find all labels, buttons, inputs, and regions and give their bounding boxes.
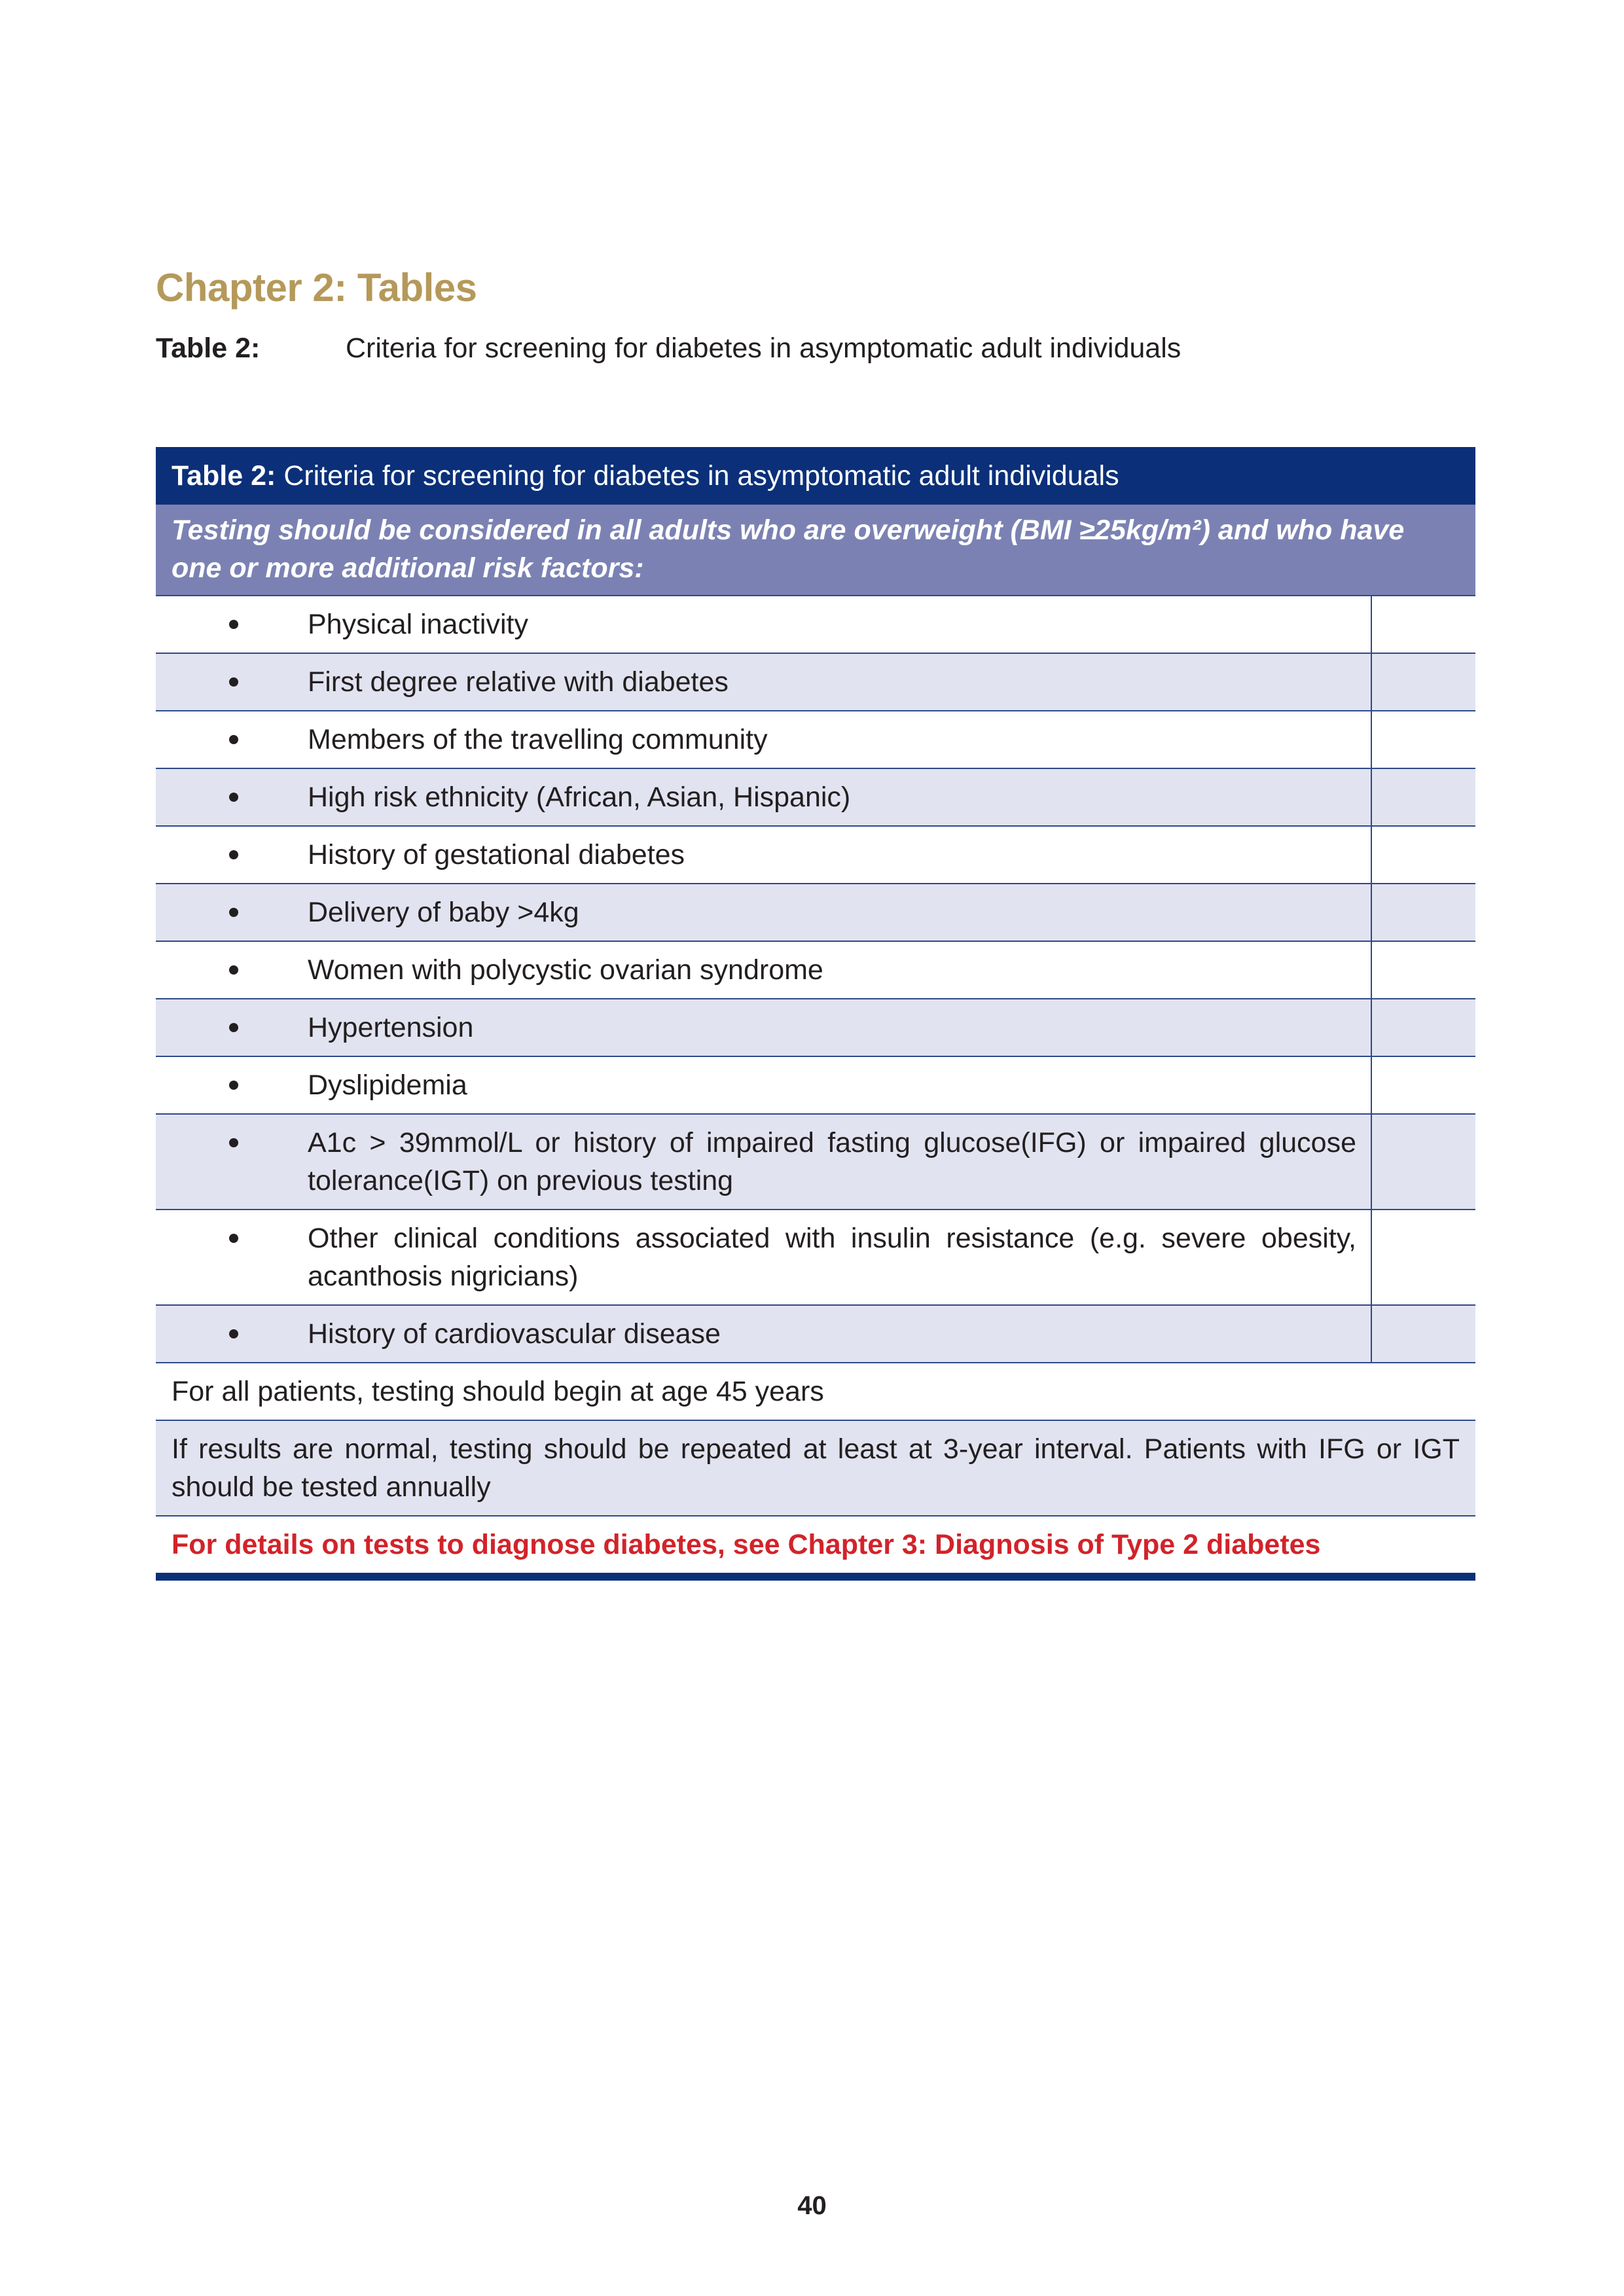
risk-factor-text: Members of the travelling community — [308, 724, 768, 755]
bullet-icon — [171, 1219, 281, 1295]
empty-cell — [1371, 1210, 1475, 1304]
risk-factor-row — [156, 710, 1475, 768]
empty-cell — [1371, 1306, 1475, 1362]
table-header-label: Table 2: — [171, 459, 276, 492]
table-subheader: Testing should be considered in all adults who are overweight (BMI ≥25kg/m²) and who have one or more additional risk factors: — [156, 505, 1475, 595]
page-number: 40 — [797, 2191, 827, 2220]
risk-factor-text: First degree relative with diabetes — [308, 666, 729, 698]
bullet-icon — [171, 951, 281, 989]
risk-factor-text: Delivery of baby >4kg — [308, 897, 579, 928]
table-caption — [156, 332, 1181, 365]
risk-factor-row — [156, 653, 1475, 710]
caption-text: Criteria for screening for diabetes in asymptomatic adult individuals — [346, 332, 1182, 364]
empty-cell — [1371, 596, 1475, 653]
risk-factor-row — [156, 998, 1475, 1056]
risk-factor-row — [156, 1113, 1475, 1209]
risk-factor-text: Dyslipidemia — [308, 1069, 467, 1101]
risk-factor-row — [156, 883, 1475, 941]
risk-factor-text: Physical inactivity — [308, 609, 528, 640]
empty-cell — [1371, 711, 1475, 768]
bullet-icon — [171, 778, 281, 816]
table-bottom-rule — [156, 1573, 1475, 1581]
bullet-icon — [171, 663, 281, 701]
empty-cell — [1371, 654, 1475, 710]
table-header-text: Criteria for screening for diabetes in asymptomatic adult individuals — [283, 459, 1119, 492]
empty-cell — [1371, 1115, 1475, 1209]
risk-factor-text: History of gestational diabetes — [308, 839, 685, 870]
empty-cell — [1371, 942, 1475, 998]
risk-factor-row — [156, 595, 1475, 653]
empty-cell — [1371, 769, 1475, 825]
caption-label: Table 2: — [156, 332, 261, 364]
table-header — [156, 447, 1475, 505]
screening-criteria-table — [156, 447, 1475, 1581]
bullet-icon — [171, 1315, 281, 1353]
empty-cell — [1371, 827, 1475, 883]
risk-factor-text: A1c > 39mmol/L or history of impaired fasting glucose(IFG) or impaired glucose tolerance(IGT) on previous testing — [308, 1127, 1356, 1196]
bullet-icon — [171, 1066, 281, 1104]
empty-cell — [1371, 999, 1475, 1056]
risk-factor-row — [156, 768, 1475, 825]
repeat-testing-note: If results are normal, testing should be repeated at least at 3-year interval. Patients with IFG or IGT should be tested annually — [156, 1420, 1475, 1515]
risk-factor-row — [156, 825, 1475, 883]
risk-factor-text: Women with polycystic ovarian syndrome — [308, 954, 823, 986]
risk-factor-row — [156, 1056, 1475, 1113]
risk-factor-row — [156, 941, 1475, 998]
bullet-icon — [171, 893, 281, 931]
bullet-icon — [171, 605, 281, 643]
empty-cell — [1371, 884, 1475, 941]
risk-factor-row — [156, 1304, 1475, 1362]
chapter-title: Chapter 2: Tables — [156, 266, 477, 310]
risk-factor-text: High risk ethnicity (African, Asian, Hispanic) — [308, 781, 851, 813]
bullet-icon — [171, 1124, 281, 1200]
reference-link-text: For details on tests to diagnose diabetes, see Chapter 3: Diagnosis of Type 2 diabetes — [156, 1515, 1475, 1573]
risk-factor-text: Other clinical conditions associated with insulin resistance (e.g. severe obesity, acanthosis nigricians) — [308, 1223, 1356, 1292]
empty-cell — [1371, 1057, 1475, 1113]
risk-factor-text: History of cardiovascular disease — [308, 1318, 721, 1350]
risk-factor-text: Hypertension — [308, 1012, 474, 1043]
bullet-icon — [171, 836, 281, 874]
bullet-icon — [171, 1009, 281, 1047]
age-note: For all patients, testing should begin at age 45 years — [156, 1362, 1475, 1420]
bullet-icon — [171, 721, 281, 759]
risk-factor-row — [156, 1209, 1475, 1304]
